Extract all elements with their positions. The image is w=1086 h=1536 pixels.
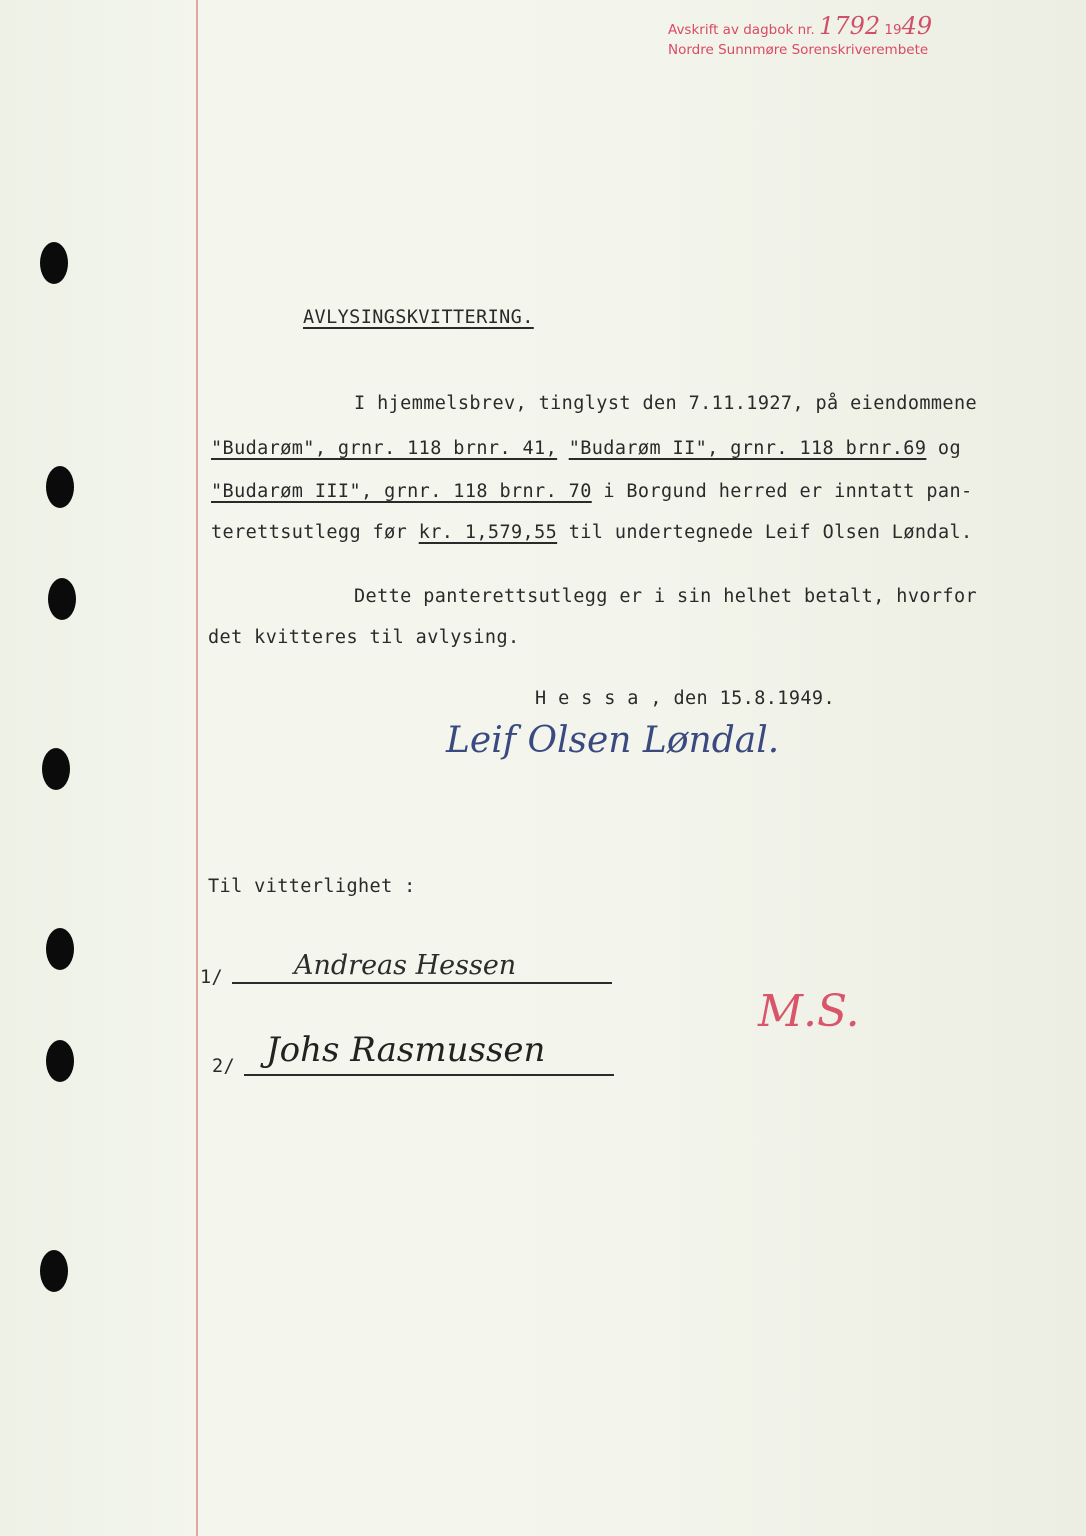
punch-hole <box>42 748 70 790</box>
place-date: H e s s a , den 15.8.1949. <box>535 688 835 709</box>
property-1: "Budarøm", grnr. 118 brnr. 41, <box>211 438 558 459</box>
witness-2-signature: Johs Rasmussen <box>266 1030 546 1070</box>
body-line: det kvitteres til avlysing. <box>208 627 520 648</box>
body-line: I hjemmelsbrev, tinglyst den 7.11.1927, på eiendommene <box>354 393 978 414</box>
punch-hole <box>48 578 76 620</box>
signature-line <box>232 982 612 984</box>
property-2: "Budarøm II", grnr. 118 brnr.69 <box>568 438 927 459</box>
property-3: "Budarøm III", grnr. 118 brnr. 70 <box>211 481 592 502</box>
signature-line <box>244 1074 614 1076</box>
stamp-number: 1792 <box>819 12 881 40</box>
witness-2-number: 2/ <box>212 1056 236 1077</box>
registry-stamp <box>668 12 933 60</box>
witness-1-number: 1/ <box>200 967 224 988</box>
body-line: Dette panterettsutlegg er i sin helhet betalt, hvorfor <box>354 586 978 607</box>
body-line: "Budarøm III", grnr. 118 brnr. 70 i Borgund herred er inntatt pan- <box>211 481 973 502</box>
body-line: terettsutlegg før kr. 1,579,55 til undertegnede Leif Olsen Løndal. <box>211 522 973 543</box>
body-line: "Budarøm", grnr. 118 brnr. 41, "Budarøm II", grnr. 118 brnr.69 og <box>211 438 961 459</box>
punch-hole <box>40 1250 68 1292</box>
stamp-line-2: Nordre Sunnmøre Sorenskriverembete <box>668 42 929 58</box>
witness-1-signature: Andreas Hessen <box>294 950 517 981</box>
punch-hole <box>46 466 74 508</box>
document-title: AVLYSINGSKVITTERING. <box>303 307 534 328</box>
witness-label: Til vitterlighet : <box>208 876 416 897</box>
stamp-year-prefix: 19 <box>884 22 902 38</box>
punch-hole <box>40 242 68 284</box>
creditor-name: Leif Olsen Løndal. <box>764 522 973 543</box>
stamp-prefix: Avskrift av dagbok nr. <box>668 22 815 38</box>
stamp-line-1 <box>668 12 933 40</box>
initials-mark: M.S. <box>758 986 860 1037</box>
amount: kr. 1,579,55 <box>418 522 558 543</box>
stamp-year: 49 <box>901 12 933 40</box>
signature: Leif Olsen Løndal. <box>446 720 780 761</box>
margin-line <box>196 0 198 1536</box>
punch-hole <box>46 1040 74 1082</box>
punch-hole <box>46 928 74 970</box>
